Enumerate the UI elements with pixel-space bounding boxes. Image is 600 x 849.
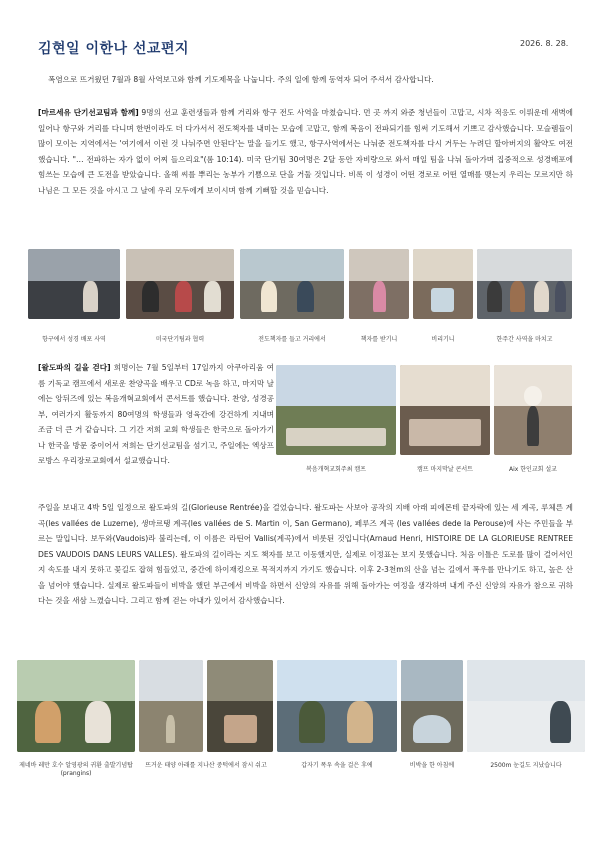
photo-aix-sermon: [494, 365, 572, 455]
photo-port-distribution: [28, 249, 120, 319]
caption-5: 비리기니: [431, 336, 455, 343]
photo-geneva-monument: [17, 660, 135, 752]
caption-13: 비박을 한 아침에: [409, 762, 455, 769]
photo-tent: [401, 660, 463, 752]
section-waldensian-heading: [왈도파의 길을 걷다]: [38, 363, 111, 372]
photo-bivouac-morning: [277, 660, 397, 752]
photo-snow-path: [467, 660, 585, 752]
caption-12: 갑자기 폭우 속을 걸은 후에: [301, 762, 373, 769]
section-waldensian-path: 주일을 보내고 4박 5일 일정으로 왈도파의 길(Glorieuse Rentrée)을 걸었습니다. 왈도파는 사보아 공작의 지배 아래 피에몬테 끝자락에 있는 세 계곡, 루체른 계곡(les vallées de Luzerne), 생마르탱 계곡(les vallées de S. Martin 이, San Germano), 페루즈 계곡 (les vallées dede la Perouse)에 사는 주민들을 부르는 말입니다. 보두와(Vaudois)라 불리는데, 이 이름은 라틴어 Vallis(계곡)에서 비롯된 것입니다(Arnaud Henri, HISTOIRE DE LA GLORIEUSE RENTREE DES VAUDOIS DANS LEURS VALLES). 왈도파의 길이라는 지도 책자를 보고 이동했지만, 실제로 이정표는 보지 못했습니다. 처음 이틀은 도로를 많이 걸어서인지 속도를 내지 못하고 꽃길도 잡혀 힘들었고, 중간에 하이재킹으로 목적지까지 가기도 했습니다. 이후 2-3천m의 산을 넘는 길에서 폭우를 만나기도 하고, 높은 산을 넘어야 했습니다. 실제로 왈도파들이 비박을 했던 부근에서 비박을 하면서 신앙의 자유를 위해 돌아가는 여정을 생각하며 내게 주신 신앙의 자유가 참으로 귀하다는 것을 새삼 느꼈습니다. 그리고 함께 걷는 아내가 있어서 감사했습니다.: [38, 503, 573, 605]
caption-7: 복음개혁교회주최 캠프: [306, 466, 366, 473]
section-waldensian: [38, 360, 274, 469]
caption-11: 뜨거운 태양 아래를 지나산 중턱에서 잠시 쉬고: [145, 762, 267, 769]
photo-church-camp: [276, 365, 396, 455]
caption-14: 2500m 눈길도 지났습니다: [490, 762, 562, 769]
photo-booklet-hand: [413, 249, 473, 319]
letter-date: 2026. 8. 28.: [520, 39, 569, 48]
page-title: 김현일 이한나 선교편지: [38, 41, 189, 57]
photo-receiving-booklet: [349, 249, 409, 319]
section-marseille-heading: [마르세유 단기선교팀과 함께]: [38, 108, 139, 117]
intro-paragraph: 폭염으로 뜨거웠던 7월과 8월 사역보고와 함께 기도제목을 나눕니다. 주의 일에 함께 동역자 되어 주셔서 감사합니다.: [48, 75, 434, 84]
caption-3: 전도책자를 들고 거리에서: [258, 336, 326, 343]
caption-2: 미국단기팀과 협력: [155, 336, 205, 343]
caption-6: 한주간 사역을 마치고: [496, 336, 553, 343]
caption-8: 캠프 마지막날 콘서트: [417, 466, 473, 473]
photo-us-team: [126, 249, 234, 319]
photo-week-finished: [477, 249, 572, 319]
photo-rest-mountain: [139, 660, 203, 752]
photo-street-evangelism: [240, 249, 344, 319]
photo-after-rain: [207, 660, 273, 752]
photo-camp-concert: [400, 365, 490, 455]
section-waldensian-body: 희명이는 7월 5일부터 17일까지 아쿠아리움 여름 기독교 캠프에서 새로운 찬양곡을 배우고 CD로 녹음 하고, 마지막 날에는 앙뒤즈에 있는 복음개혁교회에서 콘서트를 했습니다. 찬양, 성경공부, 여러가지 활동까지 80여명의 학생들과 영육간에 강건하게 지내며 조금 더 큰 거 같습니다. 그 기간 저희 교회 학생들은 한국으로 돌아가기나 한국을 방문 중이어서 저희는 단기선교팀을 섬기고, 주일에는 엑상프로방스 우리장로교회에서 설교했습니다.: [38, 363, 274, 465]
section-marseille: [38, 105, 573, 198]
section-marseille-body: 9명의 선교 훈련생들과 함께 거리와 항구 전도 사역을 마쳤습니다. 먼 곳 까지 와준 청년들이 고맙고, 시차 적응도 이뤄운데 새벽에 일어나 항구와 거리를 다니며 한번이라도 더 다가서서 전도책자를 내미는 모습에 고맙고, 함께 복음이 전파되기를 힘써 기도해서 기쁘고 감사했습니다. 모슬렘들이 많이 모이는 지역에서는 '여기에서 이런 것 나눠주면 안된다'는 말을 들기도 했고, 항구사역에서는 나눠준 전도책자를 다시 거두는 누려딘 할아버지의 활약도 여전했습니다. "… 전파하는 자가 없이 어찌 들으리요"(롬 10:14). 미국 단기팀 30여명은 2달 동안 자비량으로 와서 매일 팀을 나눠 돌아가며 집중적으로 성경배포에 힘쓰는 모습에 큰 도전을 받았습니다. 올해 씨를 뿌리는 농부가 기쁨으로 단을 거둘 것입니다. 비록 이 성경이 어떤 경로로 어떤 열매를 맺는지 우리는 모르지만 하나님은 그 모든 것을 아시고 그 날에 우리 모두에게 보이시며 함께 기뻐할 것을 믿습니다.: [38, 108, 573, 195]
caption-4: 책자를 받기니: [360, 336, 398, 343]
caption-1: 항구에서 성경 배포 사역: [42, 336, 106, 343]
caption-10: 제네바 레만 호수 알영광의 귀환 출발기념탑(prangins): [19, 762, 133, 777]
caption-9: Aix 한인교회 설교: [509, 466, 557, 473]
